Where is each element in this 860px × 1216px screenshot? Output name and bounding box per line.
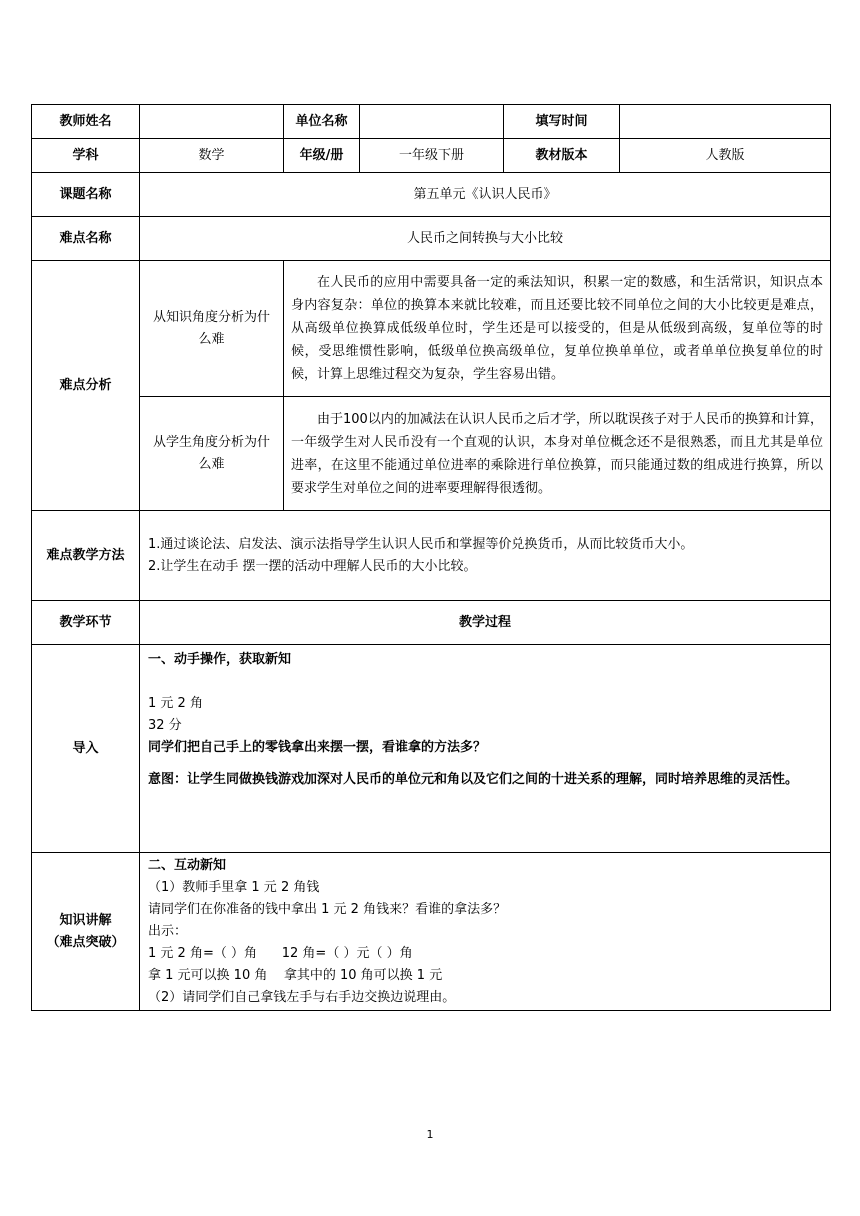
lesson-plan-table [31, 104, 831, 1011]
difficulty-name-label: 难点名称 [32, 217, 140, 261]
spacer [148, 671, 822, 693]
table-row [32, 217, 831, 261]
table-row [32, 173, 831, 217]
table-row [32, 601, 831, 645]
topic-value: 第五单元《认识人民币》 [140, 173, 831, 217]
knowledge-angle-text [284, 261, 831, 397]
table-row [32, 853, 831, 1011]
process-label: 教学过程 [140, 601, 831, 645]
student-angle-paragraph: 由于100以内的加减法在认识人民币之后才学，所以耽误孩子对于人民币的换算和计算，一年级学生对人民币没有一个直观的认识，本身对单位概念还不是很熟悉，而且尤其是单位进率，在这里不能通过单位进率的乘除进行单位换算，而只能通过数的组成进行换算，所以要求学生对单位之间的进率要理解得很透彻。 [291, 411, 823, 496]
page-number: 1 [426, 1128, 434, 1141]
table-row [32, 105, 831, 139]
table-row [32, 139, 831, 173]
student-angle-text [284, 397, 831, 511]
knowledge-label [32, 853, 140, 1011]
fill-time-label: 填写时间 [504, 105, 620, 139]
intro-heading: 一、动手操作，获取新知 [148, 652, 292, 667]
intro-content [140, 645, 831, 853]
textbook-value: 人教版 [620, 139, 831, 173]
topic-label: 课题名称 [32, 173, 140, 217]
grade-value: 一年级下册 [360, 139, 504, 173]
knowledge-line: 拿 1 元可以换 10 角 拿其中的 10 角可以换 1 元 [148, 968, 443, 983]
stage-label: 教学环节 [32, 601, 140, 645]
knowledge-line: 1 元 2 角=（ ）角 12 角=（ ）元（ ）角 [148, 946, 413, 961]
teacher-name-value[interactable] [140, 105, 284, 139]
difficulty-name-value: 人民币之间转换与大小比较 [140, 217, 831, 261]
table-row [32, 645, 831, 853]
table-row [32, 397, 831, 511]
analysis-label: 难点分析 [32, 261, 140, 511]
knowledge-heading: 二、互动新知 [148, 858, 227, 873]
knowledge-label-line: 知识讲解 [59, 912, 112, 928]
knowledge-line: （1）教师手里拿 1 元 2 角钱 [148, 880, 320, 895]
intro-label: 导入 [32, 645, 140, 853]
method-content [140, 511, 831, 601]
fill-time-value[interactable] [620, 105, 831, 139]
student-angle-label: 从学生角度分析为什么难 [140, 397, 284, 511]
unit-value[interactable] [360, 105, 504, 139]
intro-line: 1 元 2 角 [148, 696, 203, 711]
intro-line: 32 分 [148, 718, 182, 733]
subject-label: 学科 [32, 139, 140, 173]
table-row [32, 261, 831, 397]
knowledge-angle-paragraph: 在人民币的应用中需要具备一定的乘法知识，积累一定的数感，和生活常识，知识点本身内容复杂：单位的换算本来就比较难，而且还要比较不同单位之间的大小比较更是难点，从高级单位换算成低级单位时，学生还是可以接受的，但是从低级到高级，复单位等的时候，受思维惯性影响，低级单位换高级单位，复单位换单单位，或者单单位换复单位的时候，计算上思维过程交为复杂，学生容易出错。 [291, 275, 823, 382]
method-line: 1.通过谈论法、启发法、演示法指导学生认识人民币和掌握等价兑换货币，从而比较货币大小。 [148, 536, 694, 552]
intro-question: 同学们把自己手上的零钱拿出来摆一摆，看谁拿的方法多？ [148, 740, 487, 755]
table-row [32, 511, 831, 601]
knowledge-angle-label: 从知识角度分析为什么难 [140, 261, 284, 397]
knowledge-line: 出示： [148, 924, 188, 939]
grade-label: 年级/册 [284, 139, 360, 173]
knowledge-content [140, 853, 831, 1011]
teacher-name-label: 教师姓名 [32, 105, 140, 139]
textbook-label: 教材版本 [504, 139, 620, 173]
method-label: 难点教学方法 [32, 511, 140, 601]
method-line: 2.让学生在动手 摆一摆的活动中理解人民币的大小比较。 [148, 558, 477, 574]
knowledge-line: （2）请同学们自己拿钱左手与右手边交换边说理由。 [148, 990, 456, 1005]
subject-value: 数学 [140, 139, 284, 173]
unit-label: 单位名称 [284, 105, 360, 139]
intro-intent: 意图：让学生同做换钱游戏加深对人民币的单位元和角以及它们之间的十进关系的理解，同时培养思维的灵活性。 [148, 772, 799, 787]
knowledge-line: 请同学们在你准备的钱中拿出 1 元 2 角钱来？看谁的拿法多？ [148, 902, 507, 917]
knowledge-label-line: （难点突破） [46, 934, 125, 950]
